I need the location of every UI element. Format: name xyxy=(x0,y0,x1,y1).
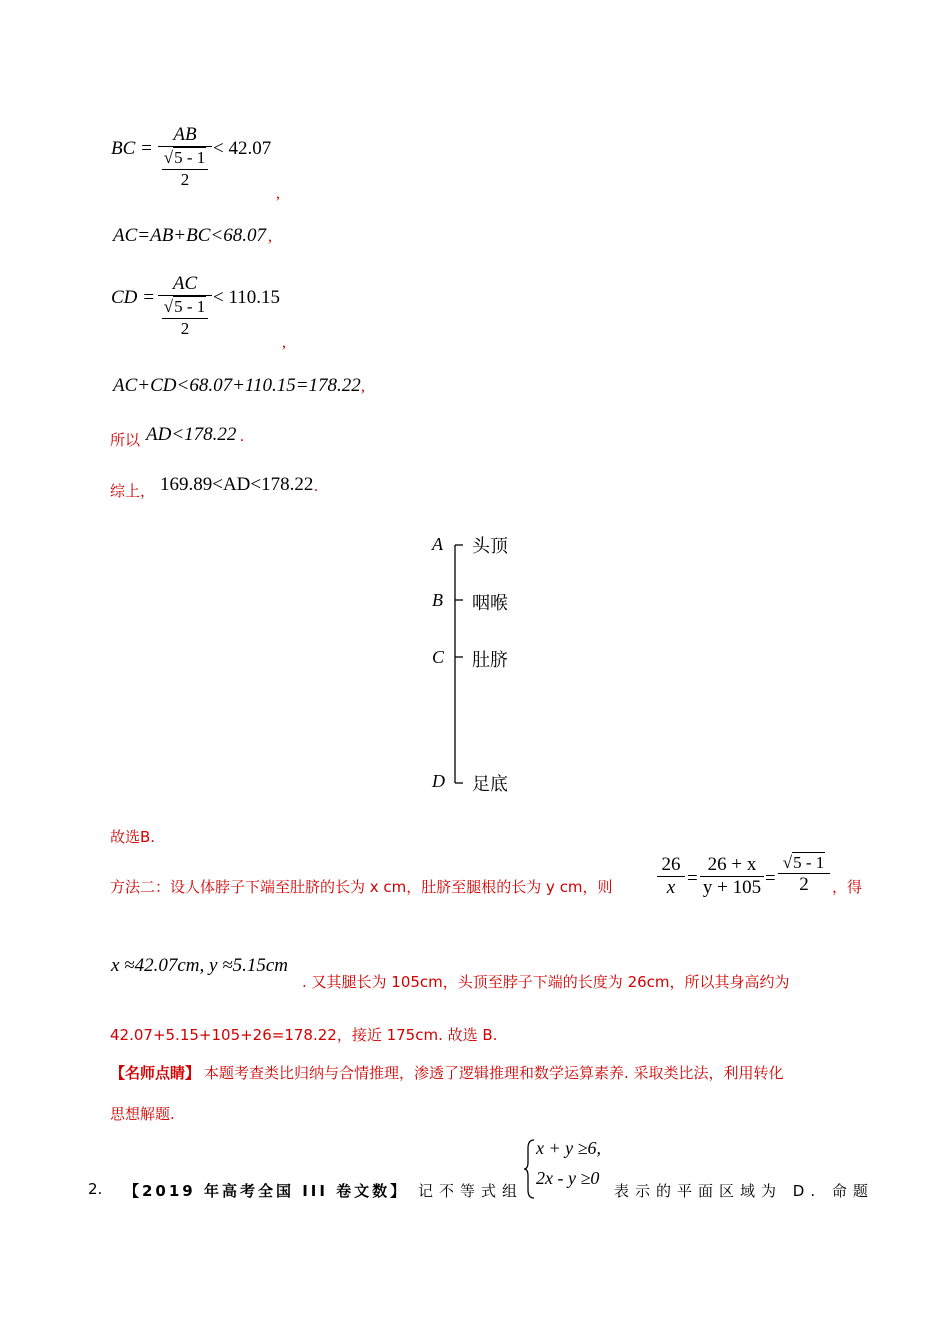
bc-fraction xyxy=(158,124,212,190)
m2-fraction-3 xyxy=(778,852,830,896)
approx-text: . 又其腿长为 105cm，头顶至脖子下端的长度为 26cm，所以其身高约为 xyxy=(302,973,790,991)
period-2: . xyxy=(314,478,318,495)
suoyi-math: AD<178.22 xyxy=(146,424,237,445)
cd-rhs: < 110.15 xyxy=(213,287,281,308)
comma-1: , xyxy=(276,185,280,202)
comma-3: , xyxy=(282,334,286,351)
sqrt-icon: √5 - 1 xyxy=(782,853,825,872)
problem2-ineq-1: x + y ≥6, xyxy=(536,1138,602,1158)
bc-numerator: AB xyxy=(173,124,197,145)
comment-tag: 【名师点睛】 xyxy=(110,1064,201,1082)
cd-fraction xyxy=(158,273,212,339)
sqrt-icon: √5 - 1 xyxy=(163,297,206,316)
m2-frac1-den: x xyxy=(666,877,676,898)
problem2-text-before: 记不等式组 xyxy=(418,1182,524,1200)
cd-numerator: AC xyxy=(172,273,198,294)
m2-frac2-num: 26 + x xyxy=(707,854,757,875)
diagram-part-throat: 咽喉 xyxy=(472,593,508,614)
diagram-label-b: B xyxy=(432,590,443,610)
problem2-source: 【2019 年高考全国 III 卷文数】 xyxy=(124,1182,409,1200)
diagram-part-sole: 足底 xyxy=(472,774,508,795)
approx-math: x ≈42.07cm, y ≈5.15cm xyxy=(111,955,289,976)
m2-de: ，得 xyxy=(832,878,863,896)
m2-frac3-den: 2 xyxy=(799,874,809,895)
m2-fraction-2 xyxy=(700,854,764,899)
suoyi-prefix: 所以 xyxy=(110,431,141,449)
diagram-label-c: C xyxy=(432,647,445,667)
brace-icon xyxy=(522,1138,536,1200)
answer-choice: 故选B. xyxy=(110,828,156,846)
sum-line: AC+CD<68.07+110.15=178.22 xyxy=(113,375,361,396)
problem2-number: 2. xyxy=(88,1180,103,1198)
comma-4: , xyxy=(361,378,365,395)
final-line: 42.07+5.15+105+26=178.22，接近 175cm. 故选 B. xyxy=(110,1026,498,1044)
method2-text: 方法二：设人体脖子下端至肚脐的长为 x cm，肚脐至腿根的长为 y cm，则 xyxy=(110,878,613,896)
problem2-ineq-2: 2x - y ≥0 xyxy=(536,1168,600,1188)
sqrt-icon: √5 - 1 xyxy=(163,148,206,167)
problem2-text-after: 表示的平面区域为 D. 命题 xyxy=(614,1182,874,1200)
comment-text-2: 思想解题. xyxy=(110,1105,175,1123)
diagram-part-head: 头顶 xyxy=(472,536,508,557)
diagram-part-navel: 肚脐 xyxy=(472,650,508,671)
cd-lhs: CD = xyxy=(111,287,155,308)
bc-lhs: BC = xyxy=(111,138,153,159)
diagram-label-d: D xyxy=(432,771,445,791)
m2-frac2-den: y + 105 xyxy=(702,877,762,898)
m2-fraction-1 xyxy=(657,854,685,899)
cd-denominator-two: 2 xyxy=(180,319,190,338)
comma-2: , xyxy=(268,228,272,245)
body-diagram-lines xyxy=(450,535,470,795)
zongshang-math: 169.89<AD<178.22 xyxy=(160,474,314,495)
zongshang-prefix: 综上， xyxy=(110,482,156,500)
m2-frac1-num: 26 xyxy=(661,854,681,875)
comment-text-1: 本题考查类比归纳与合情推理，渗透了逻辑推理和数学运算素养. 采取类比法，利用转化 xyxy=(204,1064,784,1082)
diagram-label-a: A xyxy=(432,534,443,554)
period-1: . xyxy=(240,428,244,445)
bc-denominator-two: 2 xyxy=(180,170,190,189)
bc-rhs: < 42.07 xyxy=(213,138,272,159)
ac-line: AC=AB+BC<68.07 xyxy=(113,225,266,246)
